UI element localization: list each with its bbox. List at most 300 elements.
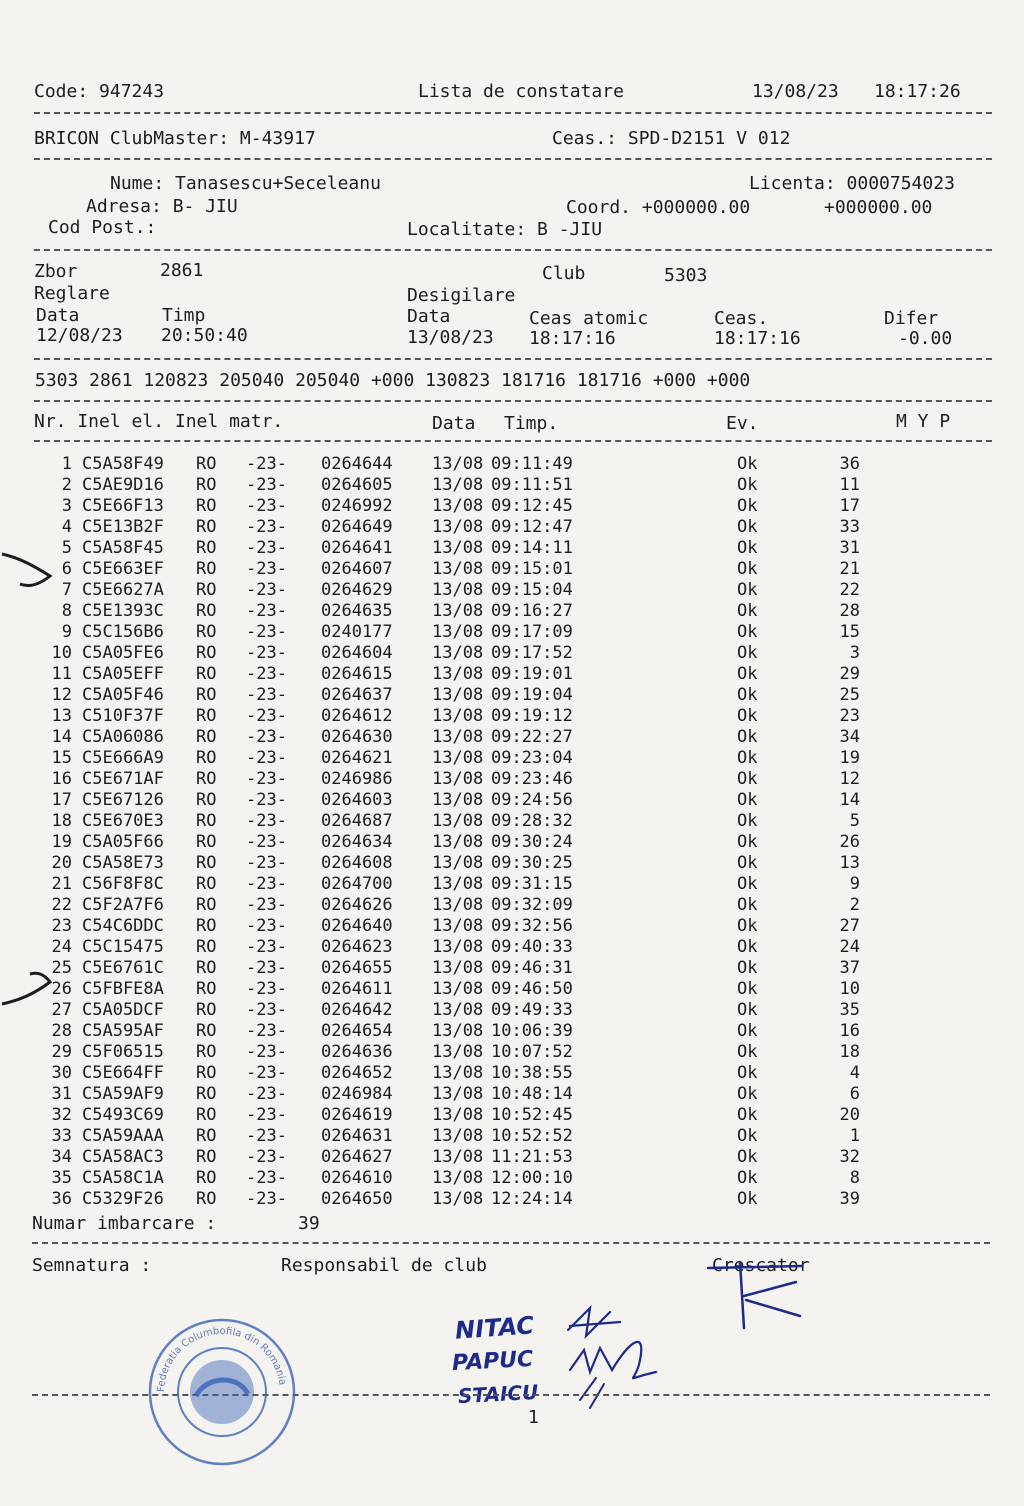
electronic-ring: C5E66F13 <box>82 496 164 516</box>
table-row <box>0 895 1024 916</box>
event-status: Ok <box>737 1021 758 1041</box>
event-status: Ok <box>737 874 758 894</box>
row-number: 3 <box>61 496 72 516</box>
arrival-time: 09:31:15 <box>491 874 573 894</box>
event-status: Ok <box>737 1126 758 1146</box>
electronic-ring: C5AE9D16 <box>82 475 164 495</box>
row-number: 4 <box>61 517 72 537</box>
table-row <box>0 1105 1024 1126</box>
basket-position: 26 <box>839 832 860 852</box>
table-row <box>0 706 1024 727</box>
table-row <box>0 1147 1024 1168</box>
ring-serial: 0264608 <box>321 853 393 873</box>
arrival-time: 09:15:04 <box>491 580 573 600</box>
electronic-ring: C5A05FE6 <box>82 643 164 663</box>
ring-serial: 0264623 <box>321 937 393 957</box>
electronic-ring: C5A58AC3 <box>82 1147 164 1167</box>
event-status: Ok <box>737 958 758 978</box>
event-status: Ok <box>737 895 758 915</box>
ring-serial: 0264652 <box>321 1063 393 1083</box>
row-number: 15 <box>51 748 72 768</box>
owner-name: Nume: Tanasescu+Seceleanu <box>110 173 381 194</box>
table-row <box>0 664 1024 685</box>
ring-serial: 0246986 <box>321 769 393 789</box>
ring-serial: 0264621 <box>321 748 393 768</box>
electronic-ring: C5A05EFF <box>82 664 164 684</box>
basket-position: 9 <box>849 874 860 894</box>
event-status: Ok <box>737 664 758 684</box>
ring-serial: 0264619 <box>321 1105 393 1125</box>
arrival-date: 13/08 <box>432 937 484 957</box>
ceas-atomic-label: Ceas atomic <box>529 308 649 329</box>
ring-year: -23- <box>246 538 287 558</box>
column-header-date: Data <box>432 413 476 434</box>
event-status: Ok <box>737 1063 758 1083</box>
row-number: 19 <box>51 832 72 852</box>
ring-serial: 0264629 <box>321 580 393 600</box>
country-code: RO <box>196 874 217 894</box>
ring-serial: 0264649 <box>321 517 393 537</box>
event-status: Ok <box>737 538 758 558</box>
arrival-date: 13/08 <box>432 685 484 705</box>
des-date: 13/08/23 <box>407 327 494 348</box>
arrival-time: 09:40:33 <box>491 937 573 957</box>
event-status: Ok <box>737 832 758 852</box>
responsabil-signatures <box>560 1300 670 1420</box>
row-number: 7 <box>61 580 72 600</box>
arrival-date: 13/08 <box>432 790 484 810</box>
event-status: Ok <box>737 517 758 537</box>
basket-position: 18 <box>839 1042 860 1062</box>
arrival-date: 13/08 <box>432 1105 484 1125</box>
ring-year: -23- <box>246 1021 287 1041</box>
row-number: 33 <box>51 1126 72 1146</box>
electronic-ring: C510F37F <box>82 706 164 726</box>
divider <box>32 1242 990 1244</box>
basket-position: 2 <box>849 895 860 915</box>
ring-year: -23- <box>246 853 287 873</box>
table-row <box>0 853 1024 874</box>
arrival-date: 13/08 <box>432 874 484 894</box>
country-code: RO <box>196 769 217 789</box>
country-code: RO <box>196 601 217 621</box>
table-row <box>0 1126 1024 1147</box>
ring-year: -23- <box>246 769 287 789</box>
table-row <box>0 559 1024 580</box>
ring-serial: 0264605 <box>321 475 393 495</box>
row-number: 11 <box>51 664 72 684</box>
arrival-time: 09:16:27 <box>491 601 573 621</box>
ring-year: -23- <box>246 790 287 810</box>
country-code: RO <box>196 979 217 999</box>
basket-position: 12 <box>839 769 860 789</box>
event-status: Ok <box>737 1042 758 1062</box>
stamp-text: Federatia Columbofila din Romania <box>155 1325 288 1393</box>
table-row <box>0 769 1024 790</box>
country-code: RO <box>196 706 217 726</box>
country-code: RO <box>196 475 217 495</box>
country-code: RO <box>196 685 217 705</box>
ring-year: -23- <box>246 706 287 726</box>
ring-serial: 0264615 <box>321 664 393 684</box>
electronic-ring: C5A05F66 <box>82 832 164 852</box>
electronic-ring: C5C156B6 <box>82 622 164 642</box>
arrival-date: 13/08 <box>432 538 484 558</box>
arrival-time: 11:21:53 <box>491 1147 573 1167</box>
ring-year: -23- <box>246 1105 287 1125</box>
row-number: 29 <box>51 1042 72 1062</box>
table-row <box>0 643 1024 664</box>
arrival-time: 09:12:45 <box>491 496 573 516</box>
table-row <box>0 1189 1024 1210</box>
divider <box>34 249 992 251</box>
event-status: Ok <box>737 706 758 726</box>
ring-year: -23- <box>246 559 287 579</box>
table-row <box>0 517 1024 538</box>
electronic-ring: C5E67126 <box>82 790 164 810</box>
table-row <box>0 958 1024 979</box>
ring-serial: 0264611 <box>321 979 393 999</box>
column-header-ev: Ev. <box>726 413 759 434</box>
row-number: 35 <box>51 1168 72 1188</box>
difer-label: Difer <box>884 308 939 329</box>
table-row <box>0 475 1024 496</box>
country-code: RO <box>196 1042 217 1062</box>
event-status: Ok <box>737 643 758 663</box>
ring-serial: 0264642 <box>321 1000 393 1020</box>
country-code: RO <box>196 790 217 810</box>
country-code: RO <box>196 727 217 747</box>
arrival-date: 13/08 <box>432 622 484 642</box>
ring-year: -23- <box>246 1168 287 1188</box>
arrival-time: 09:22:27 <box>491 727 573 747</box>
arrival-date: 13/08 <box>432 1168 484 1188</box>
arrival-date: 13/08 <box>432 916 484 936</box>
ring-year: -23- <box>246 475 287 495</box>
ring-serial: 0264626 <box>321 895 393 915</box>
owner-address: Adresa: B- JIU <box>86 196 238 217</box>
atomic-time: 18:17:16 <box>529 328 616 349</box>
basket-position: 11 <box>839 475 860 495</box>
ring-year: -23- <box>246 622 287 642</box>
basket-position: 32 <box>839 1147 860 1167</box>
basket-position: 14 <box>839 790 860 810</box>
arrival-date: 13/08 <box>432 496 484 516</box>
country-code: RO <box>196 1189 217 1209</box>
ring-year: -23- <box>246 748 287 768</box>
reglare-label: Reglare <box>34 283 110 304</box>
basket-position: 24 <box>839 937 860 957</box>
ring-serial: 0264654 <box>321 1021 393 1041</box>
ring-year: -23- <box>246 1147 287 1167</box>
country-code: RO <box>196 916 217 936</box>
arrival-time: 09:24:56 <box>491 790 573 810</box>
handwritten-name-1: NITAC <box>454 1311 535 1345</box>
code-label: Code: 947243 <box>34 81 165 102</box>
country-code: RO <box>196 1105 217 1125</box>
electronic-ring: C5E664FF <box>82 1063 164 1083</box>
country-code: RO <box>196 496 217 516</box>
row-number: 28 <box>51 1021 72 1041</box>
table-row <box>0 937 1024 958</box>
country-code: RO <box>196 895 217 915</box>
ceas-time: 18:17:16 <box>714 328 801 349</box>
desigilare-label: Desigilare <box>407 285 516 306</box>
country-code: RO <box>196 664 217 684</box>
row-number: 18 <box>51 811 72 831</box>
arrival-time: 09:19:01 <box>491 664 573 684</box>
basket-position: 5 <box>849 811 860 831</box>
country-code: RO <box>196 538 217 558</box>
owner-postcode: Cod Post.: <box>48 217 157 238</box>
arrival-time: 10:52:45 <box>491 1105 573 1125</box>
event-status: Ok <box>737 475 758 495</box>
arrival-time: 09:30:24 <box>491 832 573 852</box>
row-number: 27 <box>51 1000 72 1020</box>
ring-serial: 0246984 <box>321 1084 393 1104</box>
ring-year: -23- <box>246 454 287 474</box>
ring-year: -23- <box>246 958 287 978</box>
arrival-date: 13/08 <box>432 1000 484 1020</box>
arrival-time: 09:32:09 <box>491 895 573 915</box>
ring-serial: 0264655 <box>321 958 393 978</box>
arrival-time: 09:23:04 <box>491 748 573 768</box>
ring-year: -23- <box>246 1126 287 1146</box>
basket-position: 16 <box>839 1021 860 1041</box>
electronic-ring: C5F2A7F6 <box>82 895 164 915</box>
divider <box>34 112 992 114</box>
basket-position: 20 <box>839 1105 860 1125</box>
table-row <box>0 832 1024 853</box>
ring-serial: 0264627 <box>321 1147 393 1167</box>
basket-position: 23 <box>839 706 860 726</box>
ring-serial: 0264636 <box>321 1042 393 1062</box>
table-row <box>0 1063 1024 1084</box>
arrival-date: 13/08 <box>432 517 484 537</box>
basket-position: 36 <box>839 454 860 474</box>
electronic-ring: C5A595AF <box>82 1021 164 1041</box>
country-code: RO <box>196 832 217 852</box>
basket-position: 27 <box>839 916 860 936</box>
ring-serial: 0264644 <box>321 454 393 474</box>
arrival-date: 13/08 <box>432 811 484 831</box>
row-number: 23 <box>51 916 72 936</box>
ring-serial: 0264637 <box>321 685 393 705</box>
ring-serial: 0264700 <box>321 874 393 894</box>
event-status: Ok <box>737 1147 758 1167</box>
row-number: 9 <box>61 622 72 642</box>
table-row <box>0 685 1024 706</box>
ring-serial: 0264641 <box>321 538 393 558</box>
electronic-ring: C5E6761C <box>82 958 164 978</box>
arrival-time: 09:19:12 <box>491 706 573 726</box>
basket-position: 29 <box>839 664 860 684</box>
electronic-ring: C5E666A9 <box>82 748 164 768</box>
row-number: 10 <box>51 643 72 663</box>
event-status: Ok <box>737 853 758 873</box>
event-status: Ok <box>737 1189 758 1209</box>
event-status: Ok <box>737 1000 758 1020</box>
event-status: Ok <box>737 580 758 600</box>
country-code: RO <box>196 559 217 579</box>
table-row <box>0 601 1024 622</box>
club-label: Club <box>542 263 586 284</box>
arrival-date: 13/08 <box>432 475 484 495</box>
crescator-label: Crescator <box>712 1255 810 1276</box>
reg-time: 20:50:40 <box>161 325 248 346</box>
table-row <box>0 1042 1024 1063</box>
table-row <box>0 1000 1024 1021</box>
ring-serial: 0264635 <box>321 601 393 621</box>
zbor-value: 2861 <box>160 260 204 281</box>
country-code: RO <box>196 454 217 474</box>
ring-year: -23- <box>246 1000 287 1020</box>
arrival-time: 09:19:04 <box>491 685 573 705</box>
divider <box>34 158 992 160</box>
event-status: Ok <box>737 1168 758 1188</box>
ring-serial: 0264607 <box>321 559 393 579</box>
ring-year: -23- <box>246 517 287 537</box>
event-status: Ok <box>737 1105 758 1125</box>
event-status: Ok <box>737 496 758 516</box>
semnatura-label: Semnatura : <box>32 1255 152 1276</box>
arrival-time: 09:11:51 <box>491 475 573 495</box>
table-row <box>0 916 1024 937</box>
table-row <box>0 1084 1024 1105</box>
country-code: RO <box>196 643 217 663</box>
country-code: RO <box>196 1147 217 1167</box>
handwritten-name-3: STAICU <box>457 1379 539 1409</box>
ring-serial: 0264631 <box>321 1126 393 1146</box>
event-status: Ok <box>737 454 758 474</box>
electronic-ring: C54C6DDC <box>82 916 164 936</box>
ring-serial: 0246992 <box>321 496 393 516</box>
electronic-ring: C5E1393C <box>82 601 164 621</box>
arrival-date: 13/08 <box>432 853 484 873</box>
ring-year: -23- <box>246 580 287 600</box>
row-number: 22 <box>51 895 72 915</box>
country-code: RO <box>196 748 217 768</box>
country-code: RO <box>196 517 217 537</box>
arrival-time: 09:17:09 <box>491 622 573 642</box>
electronic-ring: C5F06515 <box>82 1042 164 1062</box>
arrival-time: 09:15:01 <box>491 559 573 579</box>
electronic-ring: C5E671AF <box>82 769 164 789</box>
row-number: 13 <box>51 706 72 726</box>
crescator-signature <box>700 1256 820 1336</box>
basket-position: 3 <box>849 643 860 663</box>
row-number: 30 <box>51 1063 72 1083</box>
basket-position: 17 <box>839 496 860 516</box>
basket-position: 33 <box>839 517 860 537</box>
basket-position: 13 <box>839 853 860 873</box>
arrival-time: 10:52:52 <box>491 1126 573 1146</box>
row-number: 2 <box>61 475 72 495</box>
arrival-time: 12:00:10 <box>491 1168 573 1188</box>
ring-serial: 0264630 <box>321 727 393 747</box>
arrival-date: 13/08 <box>432 706 484 726</box>
reg-date: 12/08/23 <box>36 325 123 346</box>
des-data-label: Data <box>407 306 451 327</box>
basket-position: 22 <box>839 580 860 600</box>
basket-position: 39 <box>839 1189 860 1209</box>
arrival-date: 13/08 <box>432 601 484 621</box>
country-code: RO <box>196 1000 217 1020</box>
table-row <box>0 622 1024 643</box>
arrival-time: 09:17:52 <box>491 643 573 663</box>
club-value: 5303 <box>664 265 708 286</box>
ring-year: -23- <box>246 916 287 936</box>
page-number: 1 <box>528 1407 539 1428</box>
ring-year: -23- <box>246 601 287 621</box>
table-row <box>0 727 1024 748</box>
electronic-ring: C5A06086 <box>82 727 164 747</box>
electronic-ring: C5E6627A <box>82 580 164 600</box>
table-row <box>0 748 1024 769</box>
arrival-date: 13/08 <box>432 748 484 768</box>
table-row <box>0 790 1024 811</box>
event-status: Ok <box>737 622 758 642</box>
staple-mark <box>0 548 70 598</box>
arrival-date: 13/08 <box>432 1063 484 1083</box>
arrival-date: 13/08 <box>432 958 484 978</box>
basket-position: 34 <box>839 727 860 747</box>
basket-position: 37 <box>839 958 860 978</box>
event-status: Ok <box>737 559 758 579</box>
electronic-ring: C5E663EF <box>82 559 164 579</box>
arrival-time: 09:46:31 <box>491 958 573 978</box>
column-header-myp: M Y P <box>896 411 951 432</box>
arrival-date: 13/08 <box>432 1042 484 1062</box>
table-row <box>0 811 1024 832</box>
basket-position: 4 <box>849 1063 860 1083</box>
arrival-date: 13/08 <box>432 1084 484 1104</box>
arrival-date: 13/08 <box>432 727 484 747</box>
difer-value: -0.00 <box>898 328 953 349</box>
row-number: 6 <box>61 559 72 579</box>
arrival-time: 09:49:33 <box>491 1000 573 1020</box>
reg-data-label: Data <box>36 305 80 326</box>
row-number: 8 <box>61 601 72 621</box>
electronic-ring: C5A58E73 <box>82 853 164 873</box>
divider <box>34 400 992 402</box>
clubmaster-label: BRICON ClubMaster: M-43917 <box>34 128 316 149</box>
owner-license: Licenta: 0000754023 <box>749 173 955 194</box>
country-code: RO <box>196 1021 217 1041</box>
event-status: Ok <box>737 601 758 621</box>
ring-year: -23- <box>246 832 287 852</box>
ring-serial: 0264610 <box>321 1168 393 1188</box>
event-status: Ok <box>737 979 758 999</box>
table-row <box>0 580 1024 601</box>
arrival-time: 09:23:46 <box>491 769 573 789</box>
arrival-time: 09:12:47 <box>491 517 573 537</box>
arrival-date: 13/08 <box>432 1021 484 1041</box>
electronic-ring: C5A05DCF <box>82 1000 164 1020</box>
electronic-ring: C5A58F45 <box>82 538 164 558</box>
electronic-ring: C5A59AAA <box>82 1126 164 1146</box>
ring-year: -23- <box>246 1084 287 1104</box>
handwritten-name-2: PAPUC <box>451 1346 534 1377</box>
basket-position: 10 <box>839 979 860 999</box>
electronic-ring: C5329F26 <box>82 1189 164 1209</box>
basket-position: 25 <box>839 685 860 705</box>
table-row <box>0 874 1024 895</box>
row-number: 31 <box>51 1084 72 1104</box>
event-status: Ok <box>737 790 758 810</box>
ring-serial: 0240177 <box>321 622 393 642</box>
row-number: 12 <box>51 685 72 705</box>
